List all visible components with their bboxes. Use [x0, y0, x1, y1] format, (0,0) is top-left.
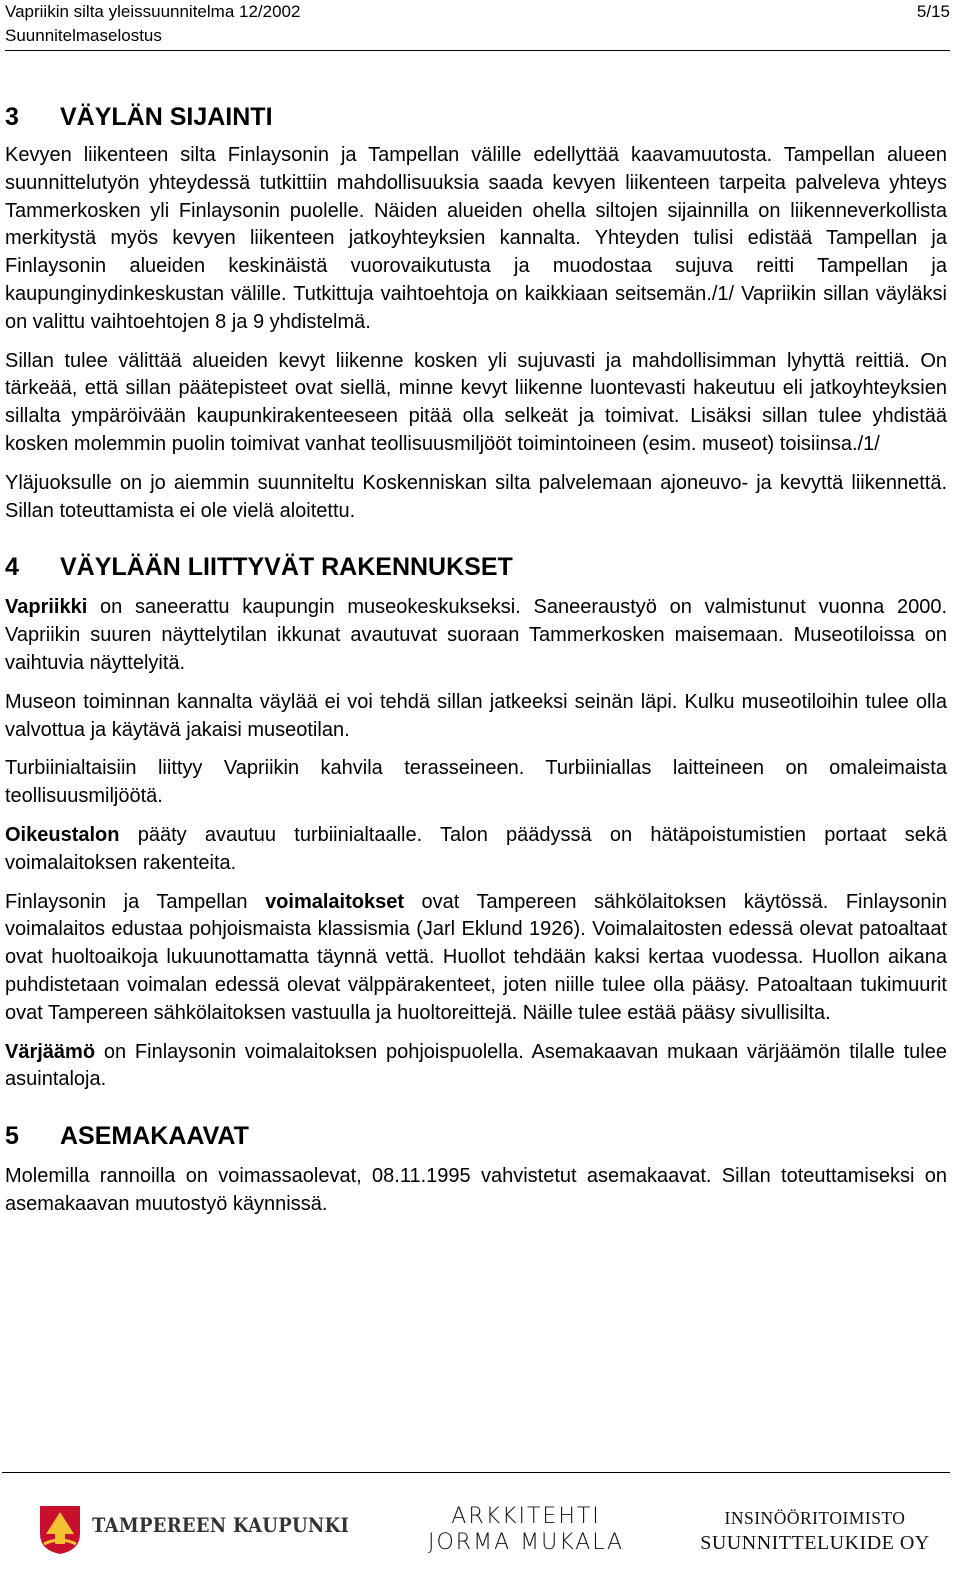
paragraph-text: ovat Tampereen sähkölaitoksen käytössä. Finlaysonin voimalaitos edustaa pohjoismaista klassismia (Jarl Eklund 1926). Voimalaitosten edessä olevat patoaltaat ovat huoltoaikoja lukuunottamatta täynnä vettä. Huollot tehdään kaksi kertaa vuodessa. Huollon aikana puhdistetaan voimalan edessä olevat välppärakenteet, joten niille tulee olla pääsy. Patoaltaan tukimuurit ovat Tampereen sähkölaitoksen vastuulla ja huoltoreittejä. Näille tulee estää pääsy sivullisilta. — [5, 890, 948, 1024]
paragraph — [5, 1039, 947, 1095]
section-title: VÄYLÄN SIJAINTI — [60, 103, 273, 131]
engineer-title: INSINÖÖRITOIMISTO — [724, 1508, 906, 1528]
bold-lead: voimalaitokset — [265, 890, 405, 913]
paragraph: Molemilla rannoilla on voimassaolevat, 08.11.1995 vahvistetut asemakaavat. Sillan toteuttamiseksi on asemakaavan muutostyö käynnissä. — [5, 1165, 947, 1215]
bold-lead: Värjäämö — [5, 1040, 96, 1063]
section-title: VÄYLÄÄN LIITTYVÄT RAKENNUKSET — [60, 553, 513, 582]
engineer-credit — [690, 1506, 940, 1556]
document-title: Vapriikin silta yleissuunnitelma 12/2002 — [5, 2, 301, 21]
footer-divider — [2, 1472, 950, 1473]
engineer-name: SUUNNITTELUKIDE OY — [700, 1532, 930, 1554]
section-title: ASEMAKAAVAT — [60, 1122, 249, 1151]
document-subtitle: Suunnitelmaselostus — [5, 26, 162, 45]
paragraph-text: on saneerattu kaupungin museokeskukseksi. Saneeraustyö on valmistunut vuonna 2000. Vapriikin suuren näyttelytilan ikkunat avautuvat suoraan Tammerkosken maisemaan. Museotiloissa on vaihtuvia näyttelyitä. — [5, 596, 947, 674]
tampere-coat-of-arms-icon — [38, 1504, 82, 1556]
section-number: 3 — [5, 103, 19, 131]
paragraph: Sillan tulee välittää alueiden kevyt liikenne kosken yli sujuvasti ja mahdollisimman lyhyttä reittiä. On tärkeää, että sillan päätepisteet ovat siellä, minne kevyt liikenne luontevasti hakeutuu eli jatkoyhteyksien sillalta ympäröivään kaupunkirakenteeseen pitää olla selkeät ja toimivat. Lisäksi sillan tulee yhdistää kosken molemmin puolin toimivat vanhat teollisuusmiljööt toimintoineen (esim. museot) toisiinsa./1/ — [5, 349, 947, 455]
bold-lead: Vapriikki — [5, 596, 88, 619]
paragraph — [5, 594, 947, 677]
page-number: 5/15 — [916, 2, 950, 21]
section-heading-3 — [5, 102, 947, 132]
section-heading-5 — [5, 1121, 947, 1151]
page-footer — [0, 1490, 960, 1580]
document-body — [5, 96, 947, 1219]
paragraph: Kevyen liikenteen silta Finlaysonin ja Tampellan välille edellyttää kaavamuutosta. Tampellan alueen suunnittelutyön yhteydessä tutkittiin mahdollisuuksia saada kevyen liikenteen tarpeita palveleva yhteys Tammerkosken yli Finlaysonin puolelle. Näiden alueiden ohella siltojen sijainnilla on liikenneverkollista merkitystä myös kevyen liikenteen jatkoyhteyksien kannalta. Yhteyden tulisi edistää Tampellan ja Finlaysonin alueiden keskinäistä vuorovaikutusta ja muodostaa sujuva reitti Tampellan ja kaupunginydinkeskustan välille. Tutkittuja vaihtoehtoja on kaikkiaan seitsemän./1/ Vapriikin sillan väyläksi on valittu vaihtoehtojen 8 ja 9 yhdistelmä. — [5, 144, 947, 333]
paragraph: Yläjuoksulle on jo aiemmin suunniteltu Koskenniskan silta palvelemaan ajoneuvo- ja kevyttä liikennettä. Sillan toteuttamista ei ole vielä aloitettu. — [5, 471, 947, 522]
paragraph — [5, 889, 947, 1028]
paragraph-text: pääty avautuu turbiinialtaalle. Talon päädyssä on hätäpoistumistien portaat sekä voimalaitoksen rakenteita. — [5, 823, 947, 874]
paragraph-text: on Finlaysonin voimalaitoksen pohjoispuolella. Asemakaavan mukaan värjäämön tilalle tulee asuintaloja. — [5, 1040, 947, 1091]
bold-lead: Oikeustalon — [5, 823, 120, 846]
paragraph — [5, 822, 947, 878]
section-number: 5 — [5, 1122, 19, 1151]
architect-credit — [428, 1504, 624, 1556]
architect-title: ARKKITEHTI — [451, 1504, 601, 1529]
paragraph-text: Finlaysonin ja Tampellan — [5, 890, 266, 913]
section-number: 4 — [5, 553, 19, 582]
paragraph: Turbiinialtaisiin liittyy Vapriikin kahvila terasseineen. Turbiiniallas laitteineen on omaleimaista teollisuusmiljöötä. — [5, 757, 947, 808]
architect-name: JORMA MUKALA — [428, 1530, 625, 1555]
section-heading-4 — [5, 552, 947, 582]
city-name: TAMPEREEN KAUPUNKI — [92, 1514, 350, 1537]
page-header — [5, 0, 950, 51]
paragraph: Museon toiminnan kannalta väylää ei voi tehdä sillan jatkeeksi seinän läpi. Kulku museotiloihin tulee olla valvottua ja käytävä jakaisi museotilan. — [5, 690, 947, 741]
